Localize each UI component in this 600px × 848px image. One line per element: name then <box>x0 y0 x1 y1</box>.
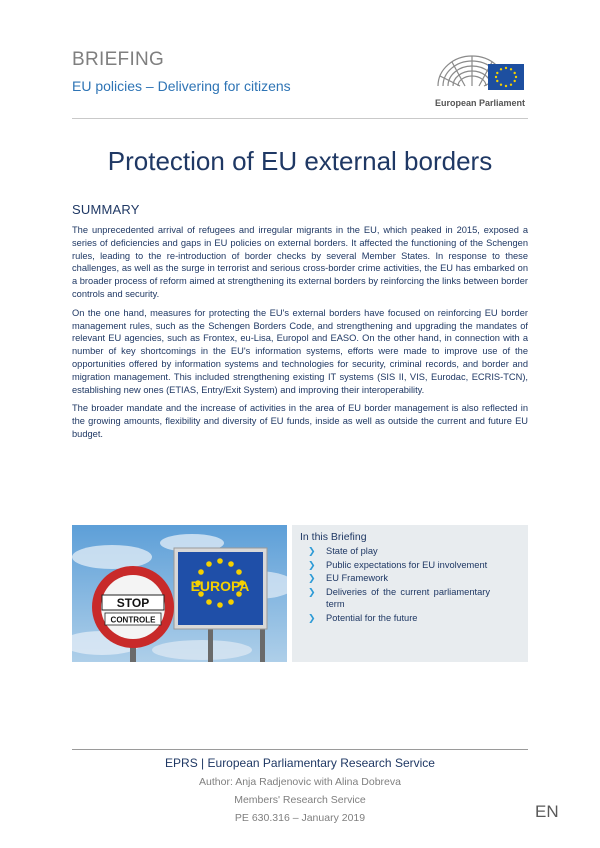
in-this-briefing-title: In this Briefing <box>300 531 367 543</box>
parliament-hemicycle-icon <box>432 46 528 96</box>
department-line: Members' Research Service <box>234 794 366 806</box>
cover-photo <box>72 525 287 662</box>
header-divider <box>72 118 528 119</box>
europa-sign-text: EUROPA <box>190 578 250 594</box>
language-code: EN <box>535 802 559 821</box>
summary-paragraph: The broader mandate and the increase of activities in the area of EU border management is also reflected in the growing amounts, flexibility and diversity of EU funds, inside as well as outside the current and future EU budget. <box>72 403 528 439</box>
european-parliament-logo <box>432 46 528 112</box>
chevron-right-icon: ❯ <box>308 559 316 570</box>
stop-sign-text: STOP <box>116 596 150 610</box>
list-item: ❯ Deliveries of the current parliamentary term <box>308 586 490 609</box>
series-label: BRIEFING <box>72 49 165 70</box>
summary-paragraph: On the one hand, measures for protecting the EU's external borders have focused on reinforcing EU border management rules, such as the Schengen Borders Code, and strengthening and upgrading the mandates of relevant EU agencies, such as Frontex, eu-Lisa, Europol and EASO. On the other hand, in connection with a number of key shortcomings in the EU's information systems, efforts were made to improve use of the opportunities offered by information systems and technologies for security, criminal records, and border and migration management. This included strengthening existing IT systems (SIS II, VIS, Eurodac, ECRIS-TCN), establishing new ones (ETIAS, Entry/Exit System) and improving their interoperability. <box>72 307 528 395</box>
chevron-right-icon: ❯ <box>308 546 316 556</box>
list-item: ❯ State of play <box>308 546 378 556</box>
footer-divider <box>72 749 528 750</box>
list-item: ❯ Public expectations for EU involvement <box>308 559 488 570</box>
briefing-contents-list <box>306 545 490 625</box>
series-subtitle: EU policies – Delivering for citizens <box>72 78 291 94</box>
summary-paragraph: The unprecedented arrival of refugees and irregular migrants in the EU, which peaked in 2015, exposed a series of deficiencies and gaps in EU policies on external borders. It affected the functioning of the Schengen rules, leading to the re-introduction of border checks by several Member States. In response to these challenges, as well as the surge in terrorist and serious cross-border crime activities, the EU has embarked on a broader process of reform aimed at strengthening its external borders by reinforcing the links between border controls and security. <box>72 225 528 299</box>
logo-caption: European Parliament <box>434 98 526 108</box>
controle-sign-text: CONTROLE <box>110 615 156 625</box>
author-line: Author: Anja Radjenovic with Alina Dobreva <box>199 776 401 788</box>
research-service-label: EPRS | European Parliamentary Research Service <box>165 756 435 770</box>
list-item: ❯ EU Framework <box>308 573 388 583</box>
in-this-briefing-box <box>292 525 528 662</box>
summary-body <box>72 224 528 447</box>
reference-line: PE 630.316 – January 2019 <box>234 812 366 824</box>
page-title: Protection of EU external borders <box>107 146 493 176</box>
chevron-right-icon: ❯ <box>308 573 316 583</box>
summary-heading: SUMMARY <box>72 202 140 217</box>
chevron-right-icon: ❯ <box>308 612 316 623</box>
list-item: ❯ Potential for the future <box>308 612 418 623</box>
chevron-right-icon: ❯ <box>308 586 316 597</box>
